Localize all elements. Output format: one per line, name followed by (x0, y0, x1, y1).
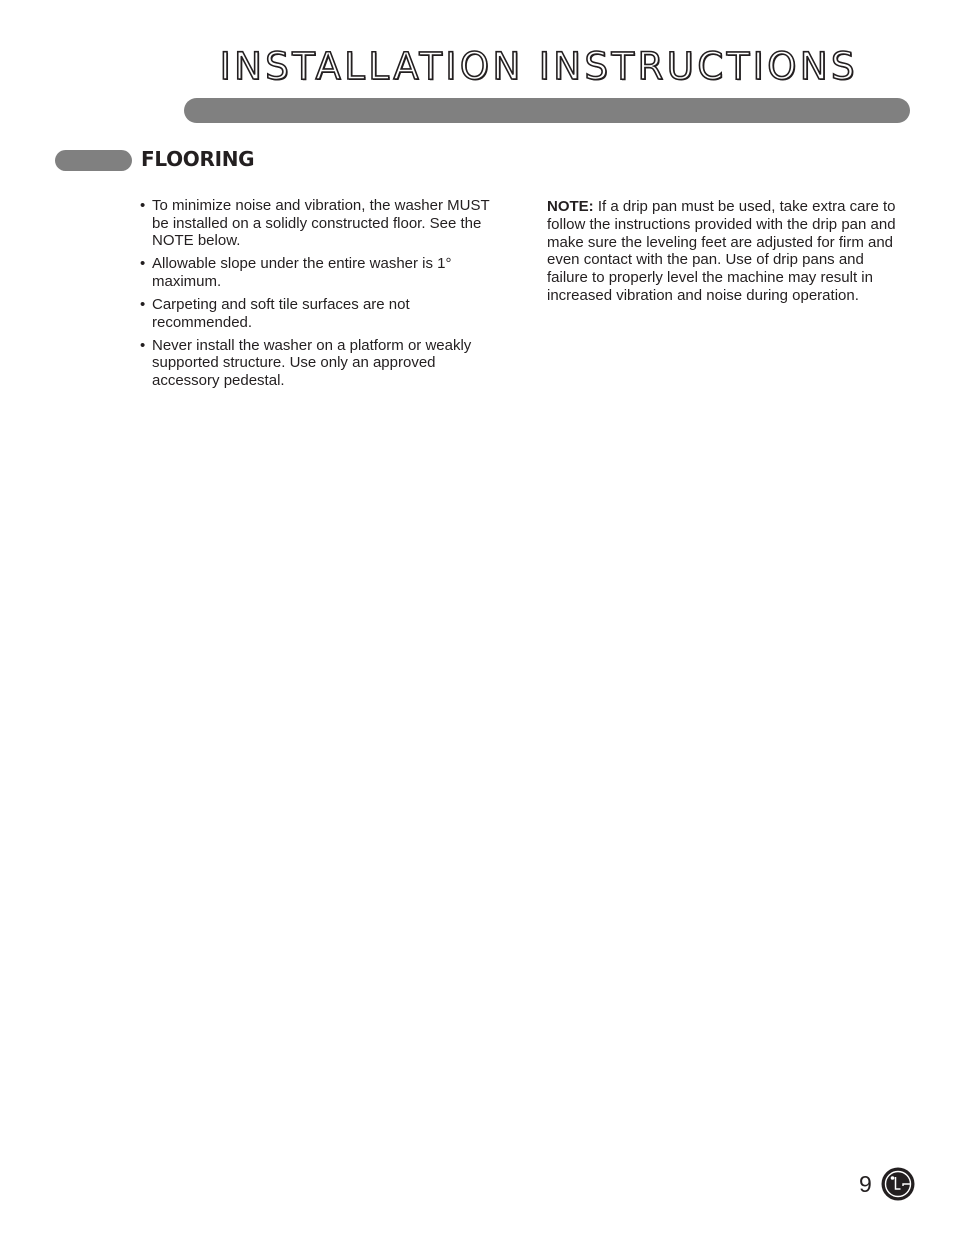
bullet-list-column (140, 197, 500, 395)
note-label: NOTE: (547, 198, 594, 215)
list-item-text: Never install the washer on a platform or weakly supported structure. Use only an approved accessory pedestal. (152, 336, 472, 389)
list-item (140, 337, 500, 390)
bullet-marker: • (140, 295, 146, 313)
bullet-marker: • (140, 336, 146, 354)
list-item (140, 255, 500, 290)
header-rule-bar (184, 98, 910, 123)
note-paragraph (547, 198, 897, 305)
list-item (140, 296, 500, 331)
list-item-text: Carpeting and soft tile surfaces are not recommended. (152, 295, 410, 331)
section-heading: FLOORING (141, 147, 255, 171)
list-item-text: To minimize noise and vibration, the washer MUST be installed on a solidly constructed floor. See the NOTE below. (152, 197, 490, 250)
bullet-marker: • (140, 255, 146, 273)
bullet-marker: • (140, 197, 146, 214)
note-text: If a drip pan must be used, take extra care to follow the instructions provided with the drip pan and make sure the leveling feet are adjusted for firm and even contact with the pan. Use of drip pans and failure to properly level the machine may result in increased vibration and noise during operation. (547, 198, 896, 304)
page-title: INSTALLATION INSTRUCTIONS (219, 45, 858, 88)
bullet-list (140, 197, 500, 389)
page-number: 9 (859, 1171, 872, 1197)
list-item (140, 197, 500, 250)
list-item-text: Allowable slope under the entire washer is 1° maximum. (152, 255, 452, 290)
lg-logo-icon (881, 1167, 915, 1201)
section-marker-pill (55, 150, 132, 171)
